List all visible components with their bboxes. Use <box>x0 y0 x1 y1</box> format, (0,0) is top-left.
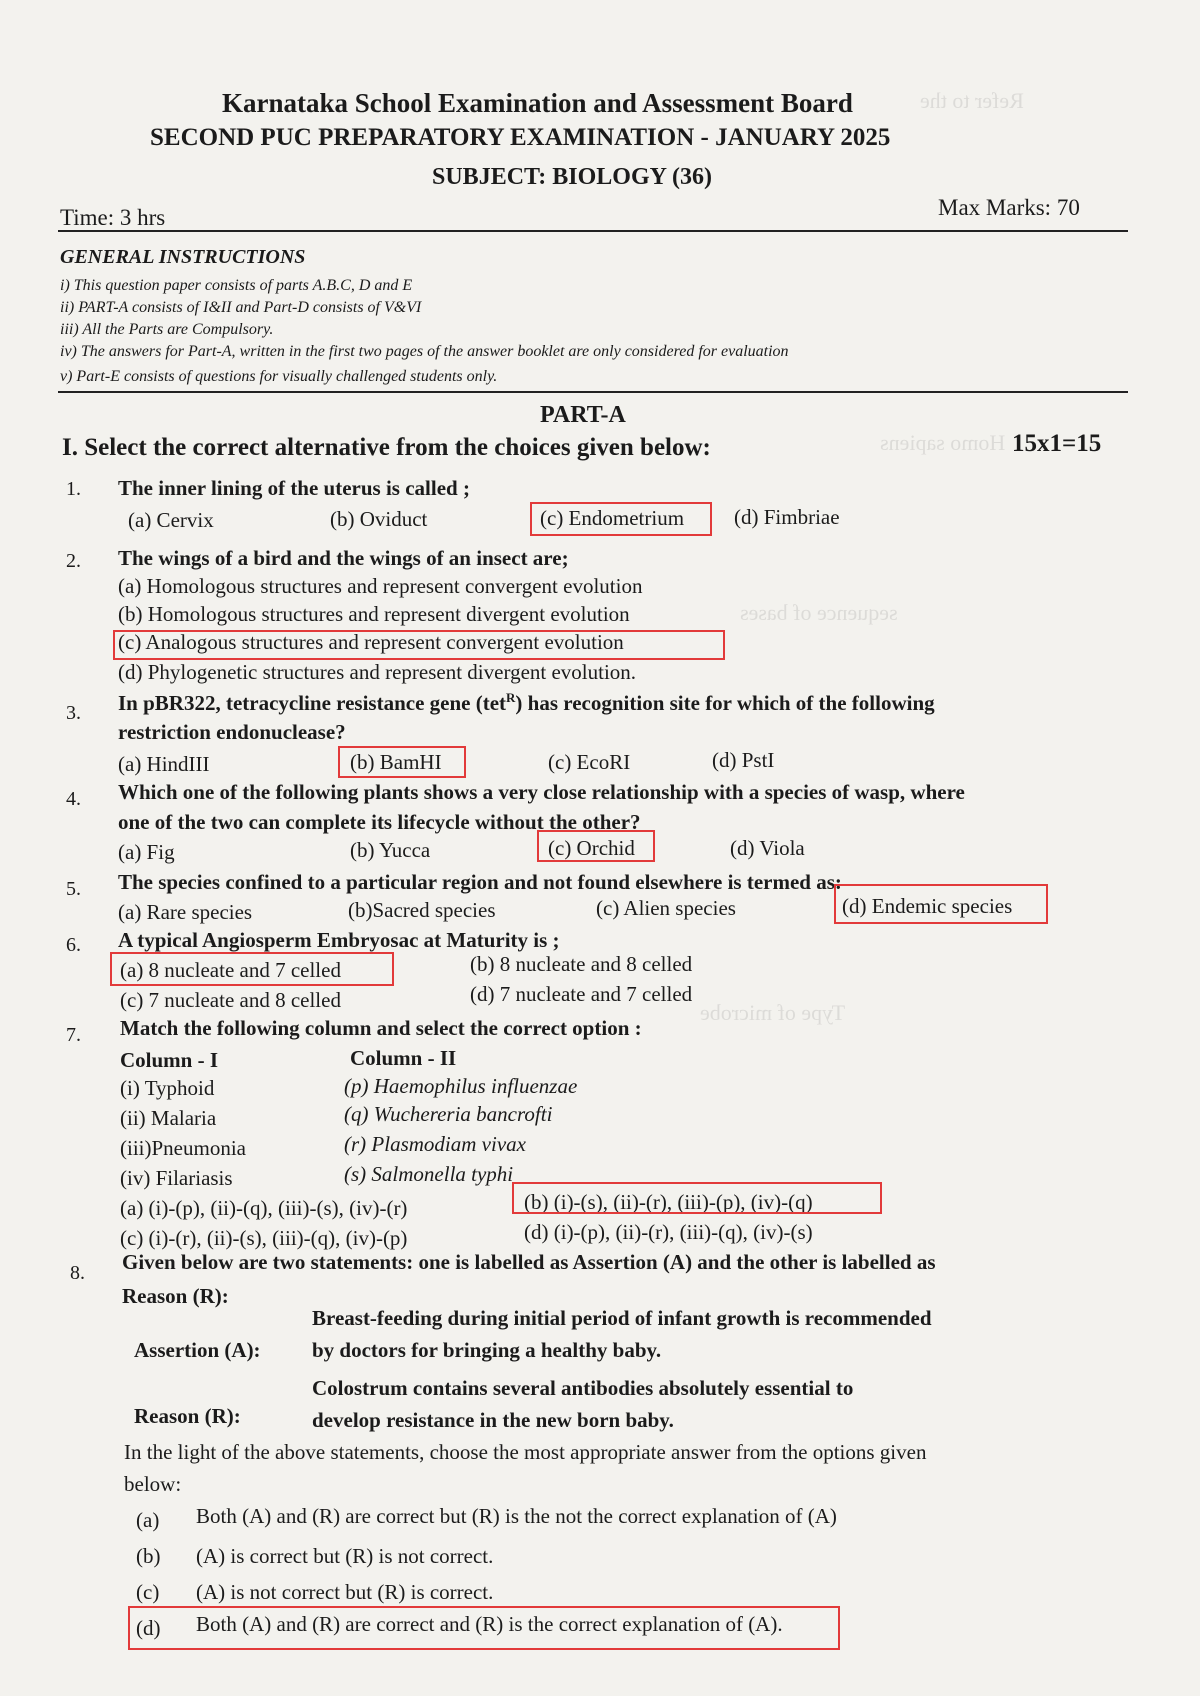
match-right-item: (r) Plasmodiam vivax <box>344 1132 526 1156</box>
match-left-item: (i) Typhoid <box>120 1076 215 1100</box>
q7-option-c: (c) (i)-(r), (ii)-(s), (iii)-(q), (iv)-(p) <box>120 1226 408 1250</box>
instruction-item: iii) All the Parts are Compulsory. <box>60 321 274 338</box>
question-3-text-line2: restriction endonuclease? <box>118 720 346 744</box>
time-label: Time: 3 hrs <box>60 205 166 230</box>
match-left-item: (iv) Filariasis <box>120 1166 233 1190</box>
q8-option-b: (A) is correct but (R) is not correct. <box>196 1544 494 1568</box>
q2-option-a: (a) Homologous structures and represent convergent evolution <box>118 574 643 598</box>
q2-option-c: (c) Analogous structures and represent convergent evolution <box>118 630 624 654</box>
question-number: 3. <box>66 702 81 724</box>
question-3-text <box>118 690 935 716</box>
question-5-text: The species confined to a particular region and not found elsewhere is termed as: <box>118 870 842 894</box>
q4-option-c: (c) Orchid <box>548 836 635 860</box>
reason-label: Reason (R): <box>134 1404 241 1428</box>
match-right-item: (p) Haemophilus influenzae <box>344 1074 578 1098</box>
max-marks-label: Max Marks: 70 <box>938 195 1080 220</box>
question-6-text: A typical Angiosperm Embryosac at Maturity is ; <box>118 928 560 952</box>
part-title: PART-A <box>540 402 626 428</box>
subject-title: SUBJECT: BIOLOGY (36) <box>432 164 713 190</box>
instruction-item: ii) PART-A consists of I&II and Part-D consists of V&VI <box>60 299 422 316</box>
board-title: Karnataka School Examination and Assessment Board <box>222 88 853 118</box>
answer-highlight-box <box>834 884 1048 924</box>
match-left-item: (ii) Malaria <box>120 1106 217 1130</box>
reason-text: Colostrum contains several antibodies absolutely essential to <box>312 1376 854 1400</box>
q6-option-b: (b) 8 nucleate and 8 celled <box>470 952 693 976</box>
q1-option-b: (b) Oviduct <box>330 507 428 531</box>
match-right-item: (s) Salmonella typhi <box>344 1162 514 1186</box>
bleed-through-text: Refer to the <box>920 88 1024 113</box>
q5-option-a: (a) Rare species <box>118 900 253 924</box>
q5-option-d: (d) Endemic species <box>842 894 1013 918</box>
q4-option-d: (d) Viola <box>730 836 805 860</box>
q4-option-a: (a) Fig <box>118 840 175 864</box>
header-rule <box>58 230 1128 232</box>
instructions-title: GENERAL INSTRUCTIONS <box>60 246 306 268</box>
q6-option-d: (d) 7 nucleate and 7 celled <box>470 982 693 1006</box>
column-2-header: Column - II <box>350 1046 457 1070</box>
section-marks: 15x1=15 <box>1012 430 1102 457</box>
assertion-text: Breast-feeding during initial period of infant growth is recommended <box>312 1306 932 1330</box>
instruction-item: i) This question paper consists of parts A.B.C, D and E <box>60 277 413 294</box>
answer-highlight-box <box>530 502 712 536</box>
q3-superscript: R <box>506 690 516 705</box>
answer-highlight-box <box>128 1606 840 1650</box>
assertion-label: Assertion (A): <box>134 1338 261 1362</box>
q3-option-a: (a) HindIII <box>118 752 210 776</box>
question-8-text-line2: Reason (R): <box>122 1284 229 1308</box>
q7-option-d: (d) (i)-(p), (ii)-(r), (iii)-(q), (iv)-(s) <box>524 1220 813 1244</box>
question-1-text: The inner lining of the uterus is called ; <box>118 476 470 500</box>
question-8-text: Given below are two statements: one is labelled as Assertion (A) and the other is labelled as <box>122 1250 936 1274</box>
q5-option-b: (b)Sacred species <box>348 898 496 922</box>
q7-option-a: (a) (i)-(p), (ii)-(q), (iii)-(s), (iv)-(r) <box>120 1196 408 1220</box>
instructions-rule <box>58 391 1128 393</box>
question-number: 1. <box>66 478 81 500</box>
q8-option-c: (A) is not correct but (R) is correct. <box>196 1580 494 1604</box>
q3-option-d: (d) PstI <box>712 748 775 772</box>
answer-highlight-box <box>110 952 394 986</box>
section-heading: I. Select the correct alternative from the choices given below: <box>62 434 711 461</box>
q8-option-a: Both (A) and (R) are correct but (R) is the not the correct explanation of (A) <box>196 1504 837 1528</box>
question-number: 8. <box>70 1262 85 1284</box>
q3-option-c: (c) EcoRI <box>548 750 631 774</box>
instruction-item: iv) The answers for Part-A, written in the first two pages of the answer booklet are only considered for evaluation <box>60 343 789 360</box>
q3-option-b: (b) BamHI <box>350 750 442 774</box>
q8-prompt: In the light of the above statements, choose the most appropriate answer from the options given <box>124 1440 927 1464</box>
question-number: 7. <box>66 1024 81 1046</box>
answer-highlight-box <box>512 1182 882 1214</box>
q8-option-d: Both (A) and (R) are correct and (R) is the correct explanation of (A). <box>196 1612 783 1636</box>
reason-text-line2: develop resistance in the new born baby. <box>312 1408 674 1432</box>
instruction-item: v) Part-E consists of questions for visually challenged students only. <box>60 368 498 385</box>
q3-text-part: ) has recognition site for which of the following <box>515 691 935 715</box>
q3-text-part: In pBR322, tetracycline resistance gene (tet <box>118 691 507 715</box>
bleed-through-text: sequence of bases <box>740 600 898 625</box>
q2-option-b: (b) Homologous structures and represent divergent evolution <box>118 602 630 626</box>
q7-option-b: (b) (i)-(s), (ii)-(r), (iii)-(p), (iv)-(q) <box>524 1190 813 1214</box>
question-number: 2. <box>66 550 81 572</box>
bleed-through-text: Type of microbe <box>700 1000 846 1025</box>
q8-prompt-line2: below: <box>124 1472 182 1496</box>
bleed-through-text: Homo sapiens <box>880 430 1006 455</box>
q1-option-c: (c) Endometrium <box>540 506 685 530</box>
exam-title: SECOND PUC PREPARATORY EXAMINATION - JANUARY 2025 <box>150 124 891 151</box>
question-number: 6. <box>66 934 81 956</box>
q1-option-a: (a) Cervix <box>128 508 214 532</box>
answer-highlight-box <box>113 630 725 660</box>
q6-option-c: (c) 7 nucleate and 8 celled <box>120 988 341 1012</box>
question-2-text: The wings of a bird and the wings of an insect are; <box>118 546 569 570</box>
q1-option-d: (d) Fimbriae <box>734 505 840 529</box>
column-1-header: Column - I <box>120 1048 219 1072</box>
question-7-text: Match the following column and select the correct option : <box>120 1016 642 1040</box>
q4-option-b: (b) Yucca <box>350 838 431 862</box>
question-4-text: Which one of the following plants shows a very close relationship with a species of wasp, where <box>118 780 965 804</box>
q5-option-c: (c) Alien species <box>596 896 736 920</box>
answer-highlight-box <box>537 830 655 862</box>
q2-option-d: (d) Phylogenetic structures and represent divergent evolution. <box>118 660 637 684</box>
q6-option-a: (a) 8 nucleate and 7 celled <box>120 958 341 982</box>
assertion-text-line2: by doctors for bringing a healthy baby. <box>312 1338 662 1362</box>
q8-option-key: (c) <box>136 1580 160 1604</box>
q8-option-key: (a) <box>136 1508 160 1532</box>
q8-option-key: (b) <box>136 1544 161 1568</box>
question-4-text-line2: one of the two can complete its lifecycle without the other? <box>118 810 641 834</box>
answer-highlight-box <box>338 746 466 778</box>
match-left-item: (iii)Pneumonia <box>120 1136 246 1160</box>
match-right-item: (q) Wuchereria bancrofti <box>344 1102 553 1126</box>
question-number: 4. <box>66 788 81 810</box>
q8-option-key: (d) <box>136 1616 161 1640</box>
question-number: 5. <box>66 878 81 900</box>
